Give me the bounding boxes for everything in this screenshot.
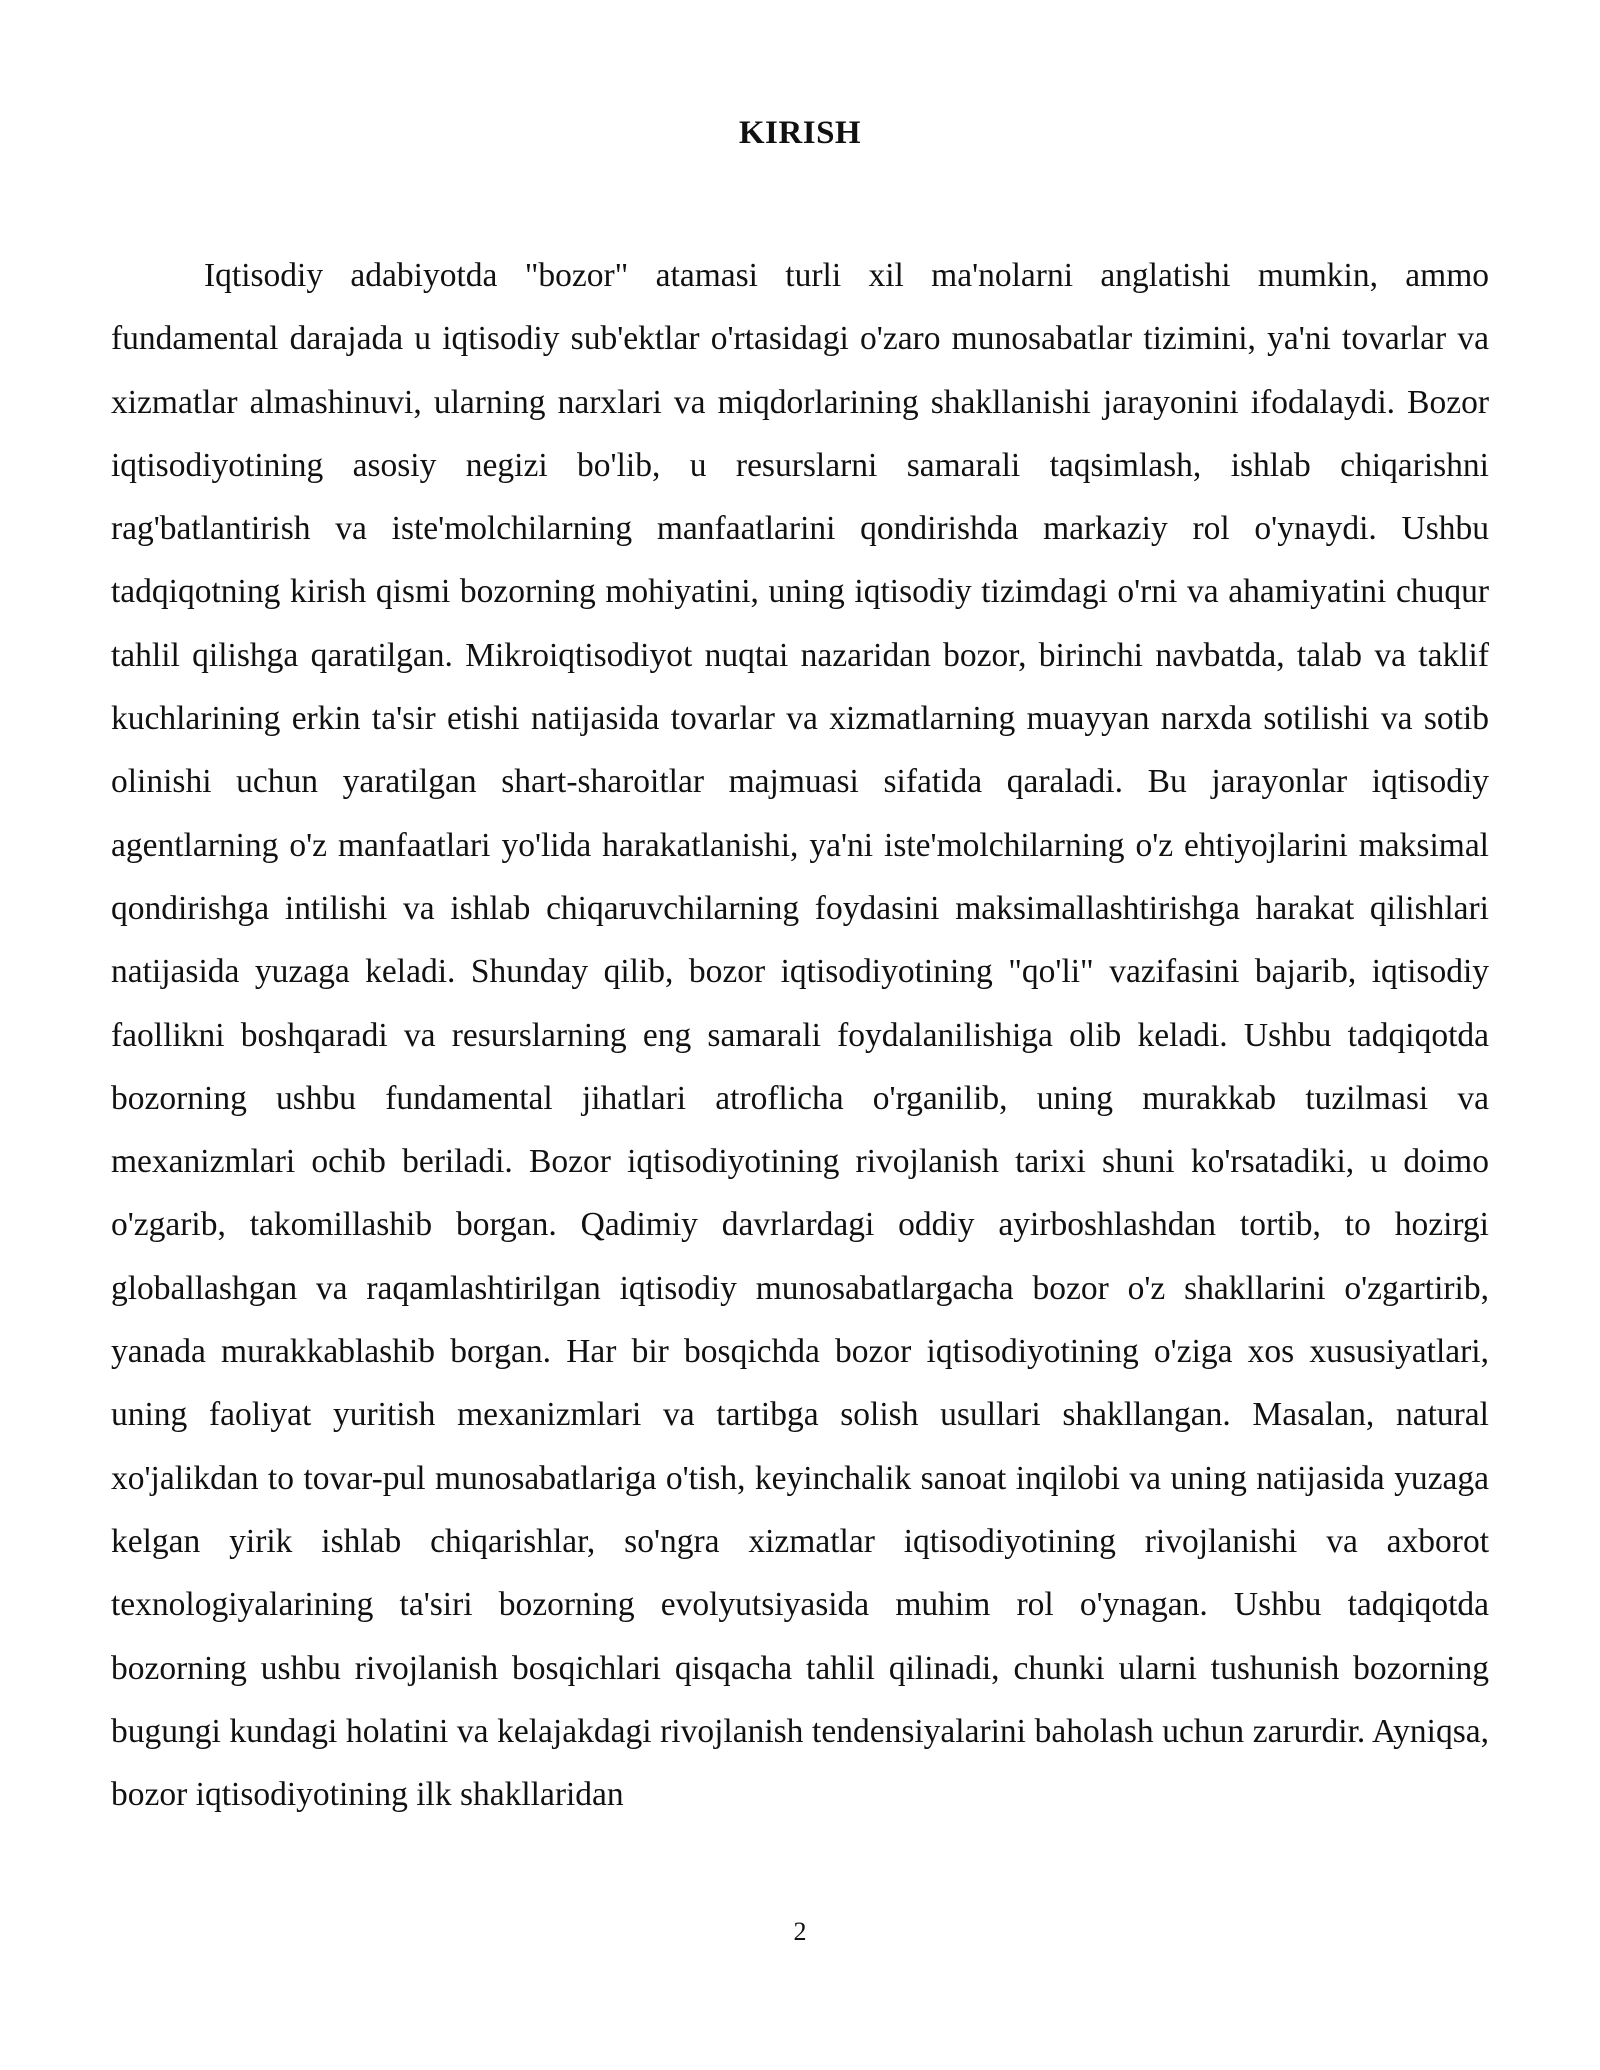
page-number: 2 [793, 1917, 807, 1946]
section-heading: KIRISH [738, 115, 862, 151]
body-paragraph: Iqtisodiy adabiyotda "bozor" atamasi turli xil ma'nolarni anglatishi mumkin, ammo fundamental darajada u iqtisodiy sub'ektlar o'rtasidagi o'zaro munosabatlar tizimini, ya'ni tovarlar va xizmatlar almashinuvi, ularning narxlari va miqdorlarining shakllanishi jarayonini ifodalaydi. Bozor iqtisodiyotining asosiy negizi bo'lib, u resurslarni samarali taqsimlash, ishlab chiqarishni rag'batlantirish va iste'molchilarning manfaatlarini qondirishda markaziy rol o'ynaydi. Ushbu tadqiqotning kirish qismi bozorning mohiyatini, uning iqtisodiy tizimdagi o'rni va ahamiyatini chuqur tahlil qilishga qaratilgan. Mikroiqtisodiyot nuqtai nazaridan bozor, birinchi navbatda, talab va taklif kuchlarining erkin ta'sir etishi natijasida tovarlar va xizmatlarning muayyan narxda sotilishi va sotib olinishi uchun yaratilgan shart-sharoitlar majmuasi sifatida qaraladi. Bu jarayonlar iqtisodiy agentlarning o'z manfaatlari yo'lida harakatlanishi, ya'ni iste'molchilarning o'z ehtiyojlarini maksimal qondirishga intilishi va ishlab chiqaruvchilarning foydasini maksimallashtirishga harakat qilishlari natijasida yuzaga keladi. Shunday qilib, bozor iqtisodiyotining "qo'li" vazifasini bajarib, iqtisodiy faollikni boshqaradi va resurslarning eng samarali foydalanilishiga olib keladi. Ushbu tadqiqotda bozorning ushbu fundamental jihatlari atroflicha o'rganilib, uning murakkab tuzilmasi va mexanizmlari ochib beriladi. Bozor iqtisodiyotining rivojlanish tarixi shuni ko'rsatadiki, u doimo o'zgarib, takomillashib borgan. Qadimiy davrlardagi oddiy ayirboshlashdan tortib, to hozirgi globallashgan va raqamlashtirilgan iqtisodiy munosabatlargacha bozor o'z shakllarini o'zgartirib, yanada murakkablashib borgan. Har bir bosqichda bozor iqtisodiyotining o'ziga xos xususiyatlari, uning faoliyat yuritish mexanizmlari va tartibga solish usullari shakllangan. Masalan, natural xo'jalikdan to tovar-pul munosabatlariga o'tish, keyinchalik sanoat inqilobi va uning natijasida yuzaga kelgan yirik ishlab chiqarishlar, so'ngra xizmatlar iqtisodiyotining rivojlanishi va axborot texnologiyalarining ta'siri bozorning evolyutsiyasida muhim rol o'ynagan. Ushbu tadqiqotda bozorning ushbu rivojlanish bosqichlari qisqacha tahlil qilinadi, chunki ularni tushunish bozorning bugungi kundagi holatini va kelajakdagi rivojlanish tendensiyalarini baholash uchun zarurdir. Ayniqsa, bozor iqtisodiyotining ilk shakllaridan [111, 257, 1489, 1814]
